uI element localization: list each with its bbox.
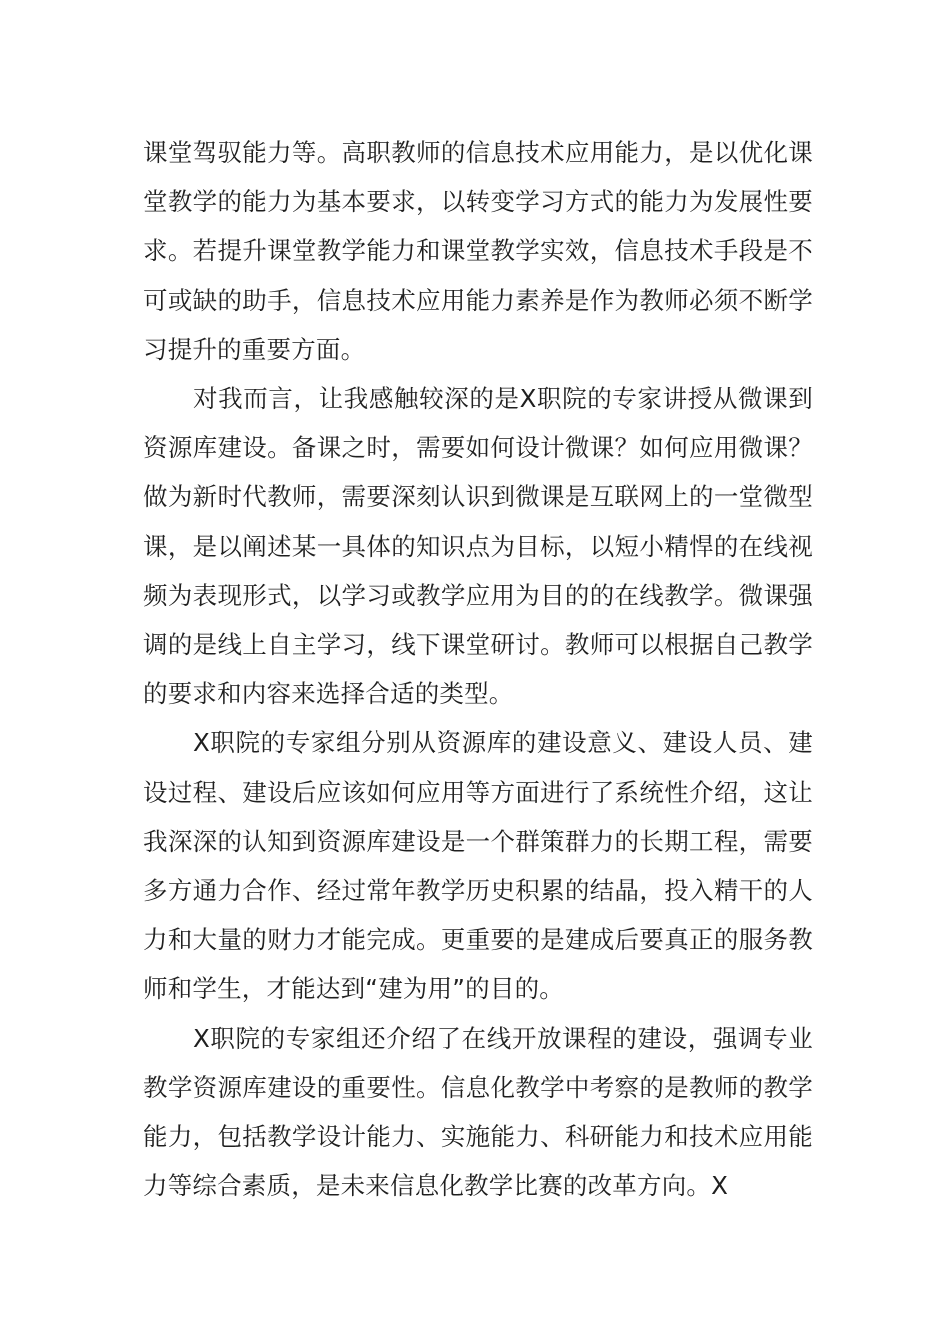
paragraph-4: X职院的专家组还介绍了在线开放课程的建设，强调专业教学资源库建设的重要性。信息化教学中考察的是教师的教学能力，包括教学设计能力、实施能力、科研能力和技术应用能力等综合素质，是未来信息化教学比赛的改革方向。X (143, 1023, 813, 1201)
document-body (143, 128, 813, 1210)
paragraph-2: 对我而言，让我感触较深的是X职院的专家讲授从微课到资源库建设。备课之时，需要如何设计微课？如何应用微课？做为新时代教师，需要深刻认识到微课是互联网上的一堂微型课，是以阐述某一具体的知识点为目标，以短小精悍的在线视频为表现形式，以学习或教学应用为目的的在线教学。微课强调的是线上自主学习，线下课堂研讨。教师可以根据自己教学的要求和内容来选择合适的类型。 (143, 384, 813, 709)
paragraph-3: X职院的专家组分别从资源库的建设意义、建设人员、建设过程、建设后应该如何应用等方面进行了系统性介绍，这让我深深的认知到资源库建设是一个群策群力的长期工程，需要多方通力合作、经过常年教学历史积累的结晶，投入精干的人力和大量的财力才能完成。更重要的是建成后要真正的服务教师和学生，才能达到“建为用”的目的。 (143, 728, 813, 1004)
paragraph-1: 课堂驾驭能力等。高职教师的信息技术应用能力，是以优化课堂教学的能力为基本要求，以转变学习方式的能力为发展性要求。若提升课堂教学能力和课堂教学实效，信息技术手段是不可或缺的助手，信息技术应用能力素养是作为教师必须不断学习提升的重要方面。 (143, 138, 813, 364)
